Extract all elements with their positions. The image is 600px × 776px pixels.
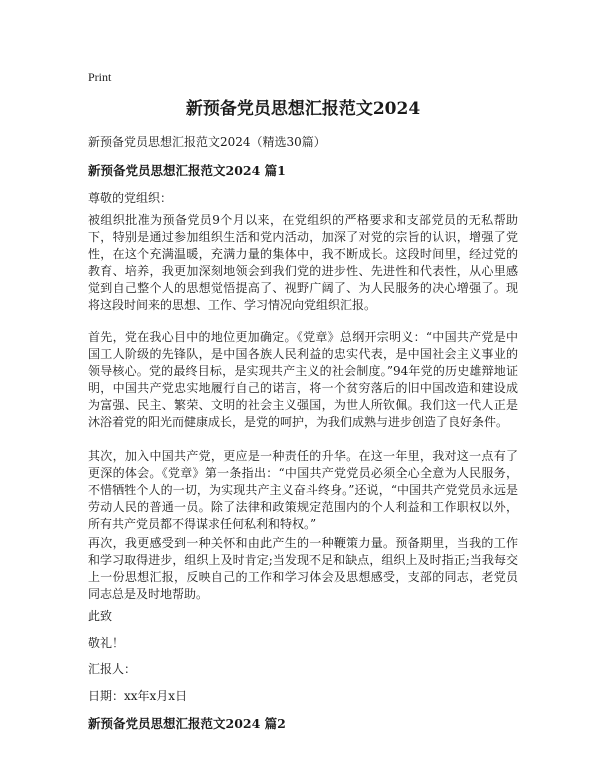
paragraph-1: 被组织批准为预备党员9个月以来，在党组织的严格要求和支部党员的无私帮助下，特别是通过参加组织生活和党内活动，加深了对党的宗旨的认识，增强了党性，在这个充满温暖，充满力量的集体中，我不断成长。这段时间里，经过党的教育、培养，我更加深刻地领会到我们党的进步性、先进性和代表性，从心里感觉到自己整个人的思想觉悟提高了、视野广阔了、为人民服务的决心增强了。现将这段时间来的思想、工作、学习情况向党组织汇报。 bbox=[88, 213, 518, 312]
closing-line-2: 敬礼！ bbox=[88, 636, 125, 650]
section-heading-2: 新预备党员思想汇报范文2024 篇2 bbox=[88, 716, 286, 731]
print-link[interactable]: Print bbox=[88, 70, 112, 84]
salutation: 尊敬的党组织： bbox=[88, 191, 173, 205]
section-heading-1: 新预备党员思想汇报范文2024 篇1 bbox=[88, 163, 286, 178]
document-subtitle: 新预备党员思想汇报范文2024（精选30篇） bbox=[88, 135, 326, 149]
paragraph-4: 再次，我更感受到一种关怀和由此产生的一种鞭策力量。预备期里，当我的工作和学习取得进步，组织上及时肯定;当发现不足和缺点，组织上及时指正;当我每交上一份思想汇报，反映自己的工作和学习体会及思想感受，支部的同志，老党员同志总是及时地帮助。 bbox=[88, 536, 518, 601]
report-date: 日期：xx年x月x日 bbox=[88, 689, 188, 703]
page-title: 新预备党员思想汇报范文2024 bbox=[185, 99, 421, 119]
reporter-label: 汇报人： bbox=[88, 662, 137, 676]
paragraph-2: 首先，党在我心目中的地位更加确定。《党章》总纲开宗明义：“中国共产党是中国工人阶级的先锋队，是中国各族人民利益的忠实代表，是中国社会主义事业的领导核心。党的最终目标，是实现共产主义的社会制度。”94年党的历史雄辩地证明，中国共产党忠实地履行自己的诺言，将一个贫穷落后的旧中国改造和建设成为富强、民主、繁荣、文明的社会主义强国，为世人所钦佩。我们这一代人正是沐浴着党的阳光而健康成长，是党的呵护，为我们成熟与进步创造了良好条件。 bbox=[88, 330, 518, 429]
closing-line-1: 此致 bbox=[88, 609, 113, 623]
paragraph-3: 其次，加入中国共产党，更应是一种责任的升华。在这一年里，我对这一点有了更深的体会。《党章》第一条指出：“中国共产党党员必须全心全意为人民服务，不惜牺牲个人的一切，为实现共产主义奋斗终身。”还说，“中国共产党党员永远是劳动人民的普通一员。除了法律和政策规定范围内的个人利益和工作职权以外，所有共产党员都不得谋求任何私利和特权。” bbox=[88, 449, 518, 531]
